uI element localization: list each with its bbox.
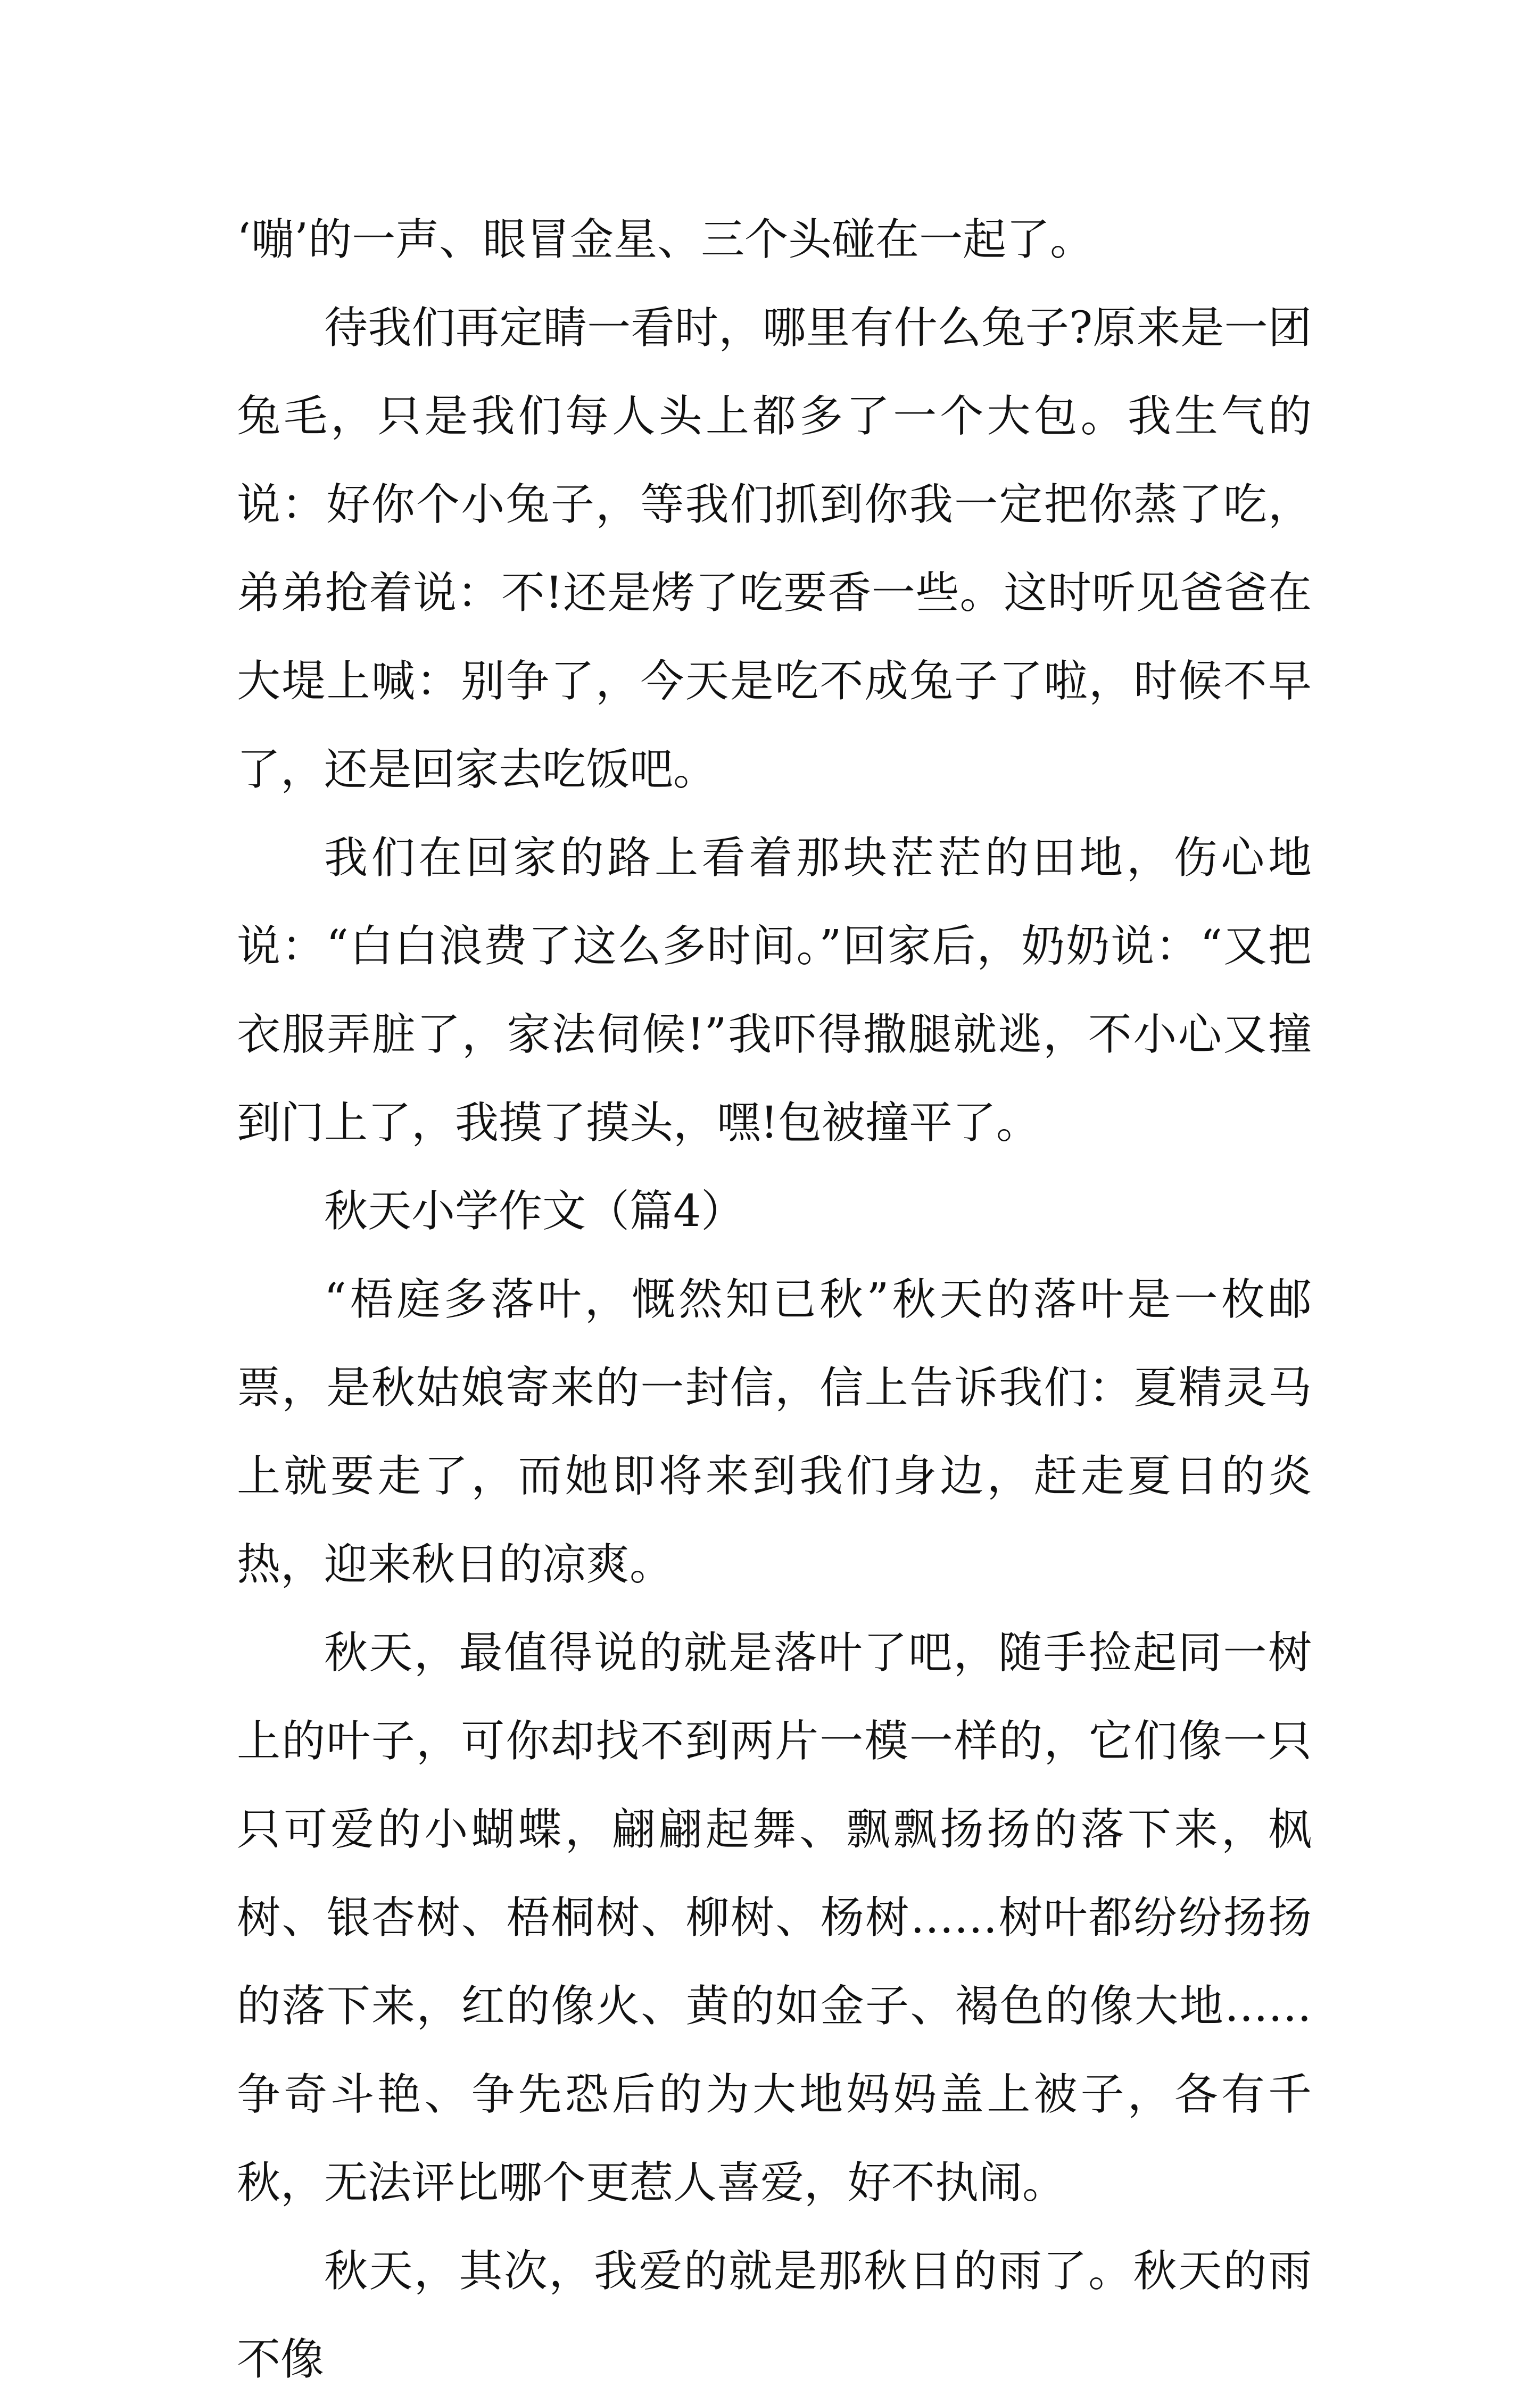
document-body: [237, 196, 1312, 2404]
paragraph: 秋天，最值得说的就是落叶了吧，随手捡起同一树上的叶子，可你却找不到两片一模一样的，它们像一只只可爱的小蝴蝶，翩翩起舞、飘飘扬扬的落下来，枫树、银杏树、梧桐树、柳树、杨树……树叶都纷纷扬扬的落下来，红的像火、黄的如金子、褐色的像大地……争奇斗艳、争先恐后的为大地妈妈盖上被子，各有千秋，无法评比哪个更惹人喜爱，好不执闹。: [237, 1628, 1312, 2208]
paragraph: 秋天，其次，我爱的就是那秋日的雨了。秋天的雨不像: [237, 2246, 1312, 2385]
section-heading: 秋天小学作文（篇4）: [324, 1186, 745, 1237]
paragraph: 待我们再定睛一看时，哪里有什么兔子?原来是一团兔毛，只是我们每人头上都多了一个大包。我生气的说：好你个小兔子，等我们抓到你我一定把你蒸了吃，弟弟抢着说：不!还是烤了吃要香一些。这时听见爸爸在大堤上喊：别争了，今天是吃不成兔子了啦，时候不早了，还是回家去吃饭吧。: [237, 303, 1312, 795]
paragraph: “梧庭多落叶，慨然知已秋”秋天的落叶是一枚邮票，是秋姑娘寄来的一封信，信上告诉我们：夏精灵马上就要走了，而她即将来到我们身边，赶走夏日的炎热，迎来秋日的凉爽。: [237, 1274, 1312, 1590]
paragraph-continuation: ‘嘣’的一声、眼冒金星、三个头碰在一起了。: [237, 214, 1094, 265]
paragraph: 我们在回家的路上看着那块茫茫的田地，伤心地说：“白白浪费了这么多时间。”回家后，奶奶说：“又把衣服弄脏了，家法伺候!”我吓得撒腿就逃，不小心又撞到门上了，我摸了摸头，嘿!包被撞平了。: [237, 833, 1312, 1148]
